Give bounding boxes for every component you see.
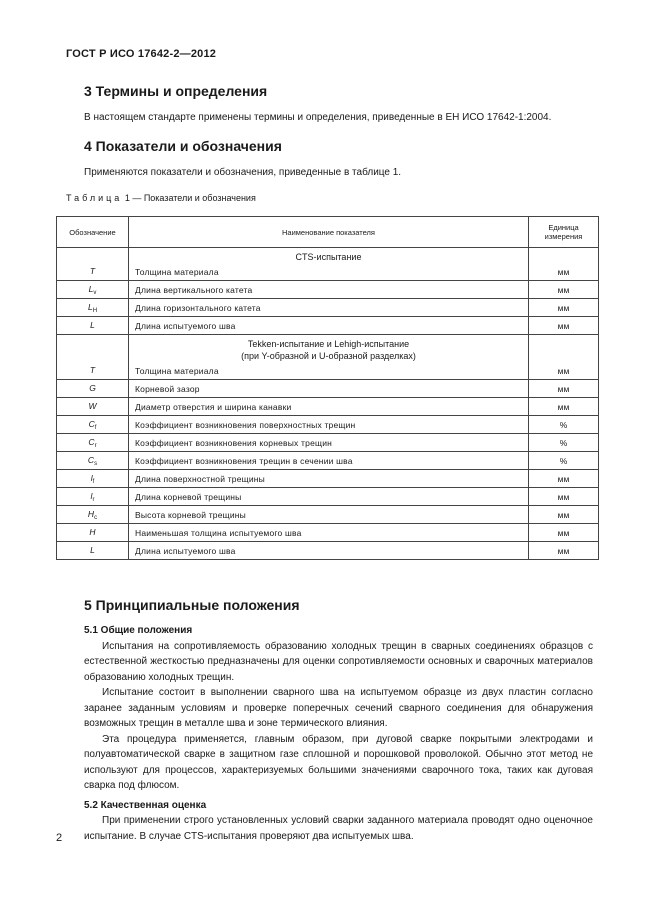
document-header: ГОСТ Р ИСО 17642-2—2012 (66, 48, 217, 60)
header-name: Наименование показателя (129, 217, 529, 248)
row-symbol: $C_r$ (57, 434, 129, 452)
row-unit: мм (529, 488, 599, 506)
row-unit: мм (529, 470, 599, 488)
table-caption-word: Таблица (66, 193, 123, 203)
row-unit: мм (529, 380, 599, 398)
row-name: Наименьшая толщина испытуемого шва (129, 524, 529, 542)
table-row (57, 524, 599, 542)
section-3-text: В настоящем стандарте применены термины и определения, приведенные в ЕН ИСО 17642-1:2004. (84, 112, 552, 123)
header-unit: Единица измерения (529, 217, 599, 248)
row-name: Коэффициент возникновения поверхностных трещин (129, 416, 529, 434)
row-unit: мм (529, 542, 599, 560)
table-caption (66, 193, 256, 203)
row-name: Длина поверхностной трещины (129, 470, 529, 488)
row-symbol: G (57, 380, 129, 398)
section-3-title: 3 Термины и определения (84, 83, 268, 99)
row-unit: мм (529, 362, 599, 380)
row-symbol: $C_f$ (57, 416, 129, 434)
section2-label-line2: (при Y-образной и U-образной разделках) (241, 351, 416, 361)
section-5-1-para-1: Испытания на сопротивляемость образованию холодных трещин в сварных соединениях образцов с естественной жесткостью предназначены для оценки сопротивляемости основных и сварочных материалов образованию холодных трещин. (84, 640, 593, 683)
row-name: Диаметр отверстия и ширина канавки (129, 398, 529, 416)
table-row (57, 263, 599, 281)
table-row (57, 434, 599, 452)
row-name: Длина корневой трещины (129, 488, 529, 506)
section-4-text: Применяются показатели и обозначения, приведенные в таблице 1. (84, 167, 402, 178)
row-unit: мм (529, 506, 599, 524)
row-unit: % (529, 434, 599, 452)
row-symbol: W (57, 398, 129, 416)
table-row (57, 470, 599, 488)
table-row (57, 452, 599, 470)
row-symbol: $L_H$ (57, 299, 129, 317)
table-section-tekken (57, 335, 599, 363)
section2-label-line1: Tekken-испытание и Lehigh-испытание (247, 339, 410, 349)
table-caption-text: 1 — Показатели и обозначения (124, 193, 256, 203)
row-name: Длина горизонтального катета (129, 299, 529, 317)
header-symbol: Обозначение (57, 217, 129, 248)
row-name: Длина испытуемого шва (129, 317, 529, 335)
row-unit: мм (529, 263, 599, 281)
row-symbol: L (57, 317, 129, 335)
table-row (57, 380, 599, 398)
row-name: Толщина материала (129, 263, 529, 281)
section-5-1-para-2: Испытание состоит в выполнении сварного шва на испытуемом образце из двух пластин согласно заранее заданным условиям и проверке поперечных сечений сварного соединения для обнаружения возможных трещин в металле шва и зоне термического влияния. (84, 687, 593, 729)
row-name: Корневой зазор (129, 380, 529, 398)
section-5 (84, 597, 593, 844)
section-5-2-para-1: При применении строго установленных условий сварки заданного материала проводят одно оценочное испытание. В случае CTS-испытания проверяют два испытуемых шва. (84, 815, 593, 842)
table-row (57, 488, 599, 506)
table-row (57, 506, 599, 524)
row-unit: % (529, 416, 599, 434)
row-symbol: L (57, 542, 129, 560)
row-unit: % (529, 452, 599, 470)
section-5-title: 5 Принципиальные положения (84, 597, 300, 613)
section1-label: CTS-испытание (295, 252, 362, 262)
row-symbol: H (57, 524, 129, 542)
row-symbol: $L_v$ (57, 281, 129, 299)
row-name: Коэффициент возникновения корневых трещин (129, 434, 529, 452)
row-unit: мм (529, 524, 599, 542)
table-section-cts (57, 248, 599, 264)
section-5-2-title: 5.2 Качественная оценка (84, 799, 207, 811)
row-symbol: $C_s$ (57, 452, 129, 470)
row-symbol: T (57, 263, 129, 281)
row-name: Толщина материала (129, 362, 529, 380)
table-body (57, 248, 599, 560)
row-symbol: $l_r$ (57, 488, 129, 506)
row-symbol: $l_f$ (57, 470, 129, 488)
row-symbol: $H_c$ (57, 506, 129, 524)
section-5-1-title: 5.1 Общие положения (84, 625, 193, 636)
section-5-1-para-3: Эта процедура применяется, главным образом, при дуговой сварке покрытыми электродами и полуавтоматической сварке в защитном газе сплошной и порошковой проволокой. Обычно этот метод не используют для процессов, характеризуемых большими значениями сварочного тока, таких как дуговая сварка под флюсом. (84, 733, 593, 791)
table-row (57, 281, 599, 299)
row-name: Высота корневой трещины (129, 506, 529, 524)
row-symbol: T (57, 362, 129, 380)
table-row (57, 362, 599, 380)
table-row (57, 398, 599, 416)
table-row (57, 299, 599, 317)
table-row (57, 317, 599, 335)
row-unit: мм (529, 317, 599, 335)
row-unit: мм (529, 299, 599, 317)
table-row (57, 542, 599, 560)
row-name: Длина испытуемого шва (129, 542, 529, 560)
section-4-title: 4 Показатели и обозначения (84, 138, 282, 154)
row-name: Коэффициент возникновения трещин в сечении шва (129, 452, 529, 470)
row-unit: мм (529, 398, 599, 416)
row-unit: мм (529, 281, 599, 299)
parameters-table (56, 216, 599, 560)
page-number: 2 (56, 832, 63, 844)
row-name: Длина вертикального катета (129, 281, 529, 299)
table-row (57, 416, 599, 434)
